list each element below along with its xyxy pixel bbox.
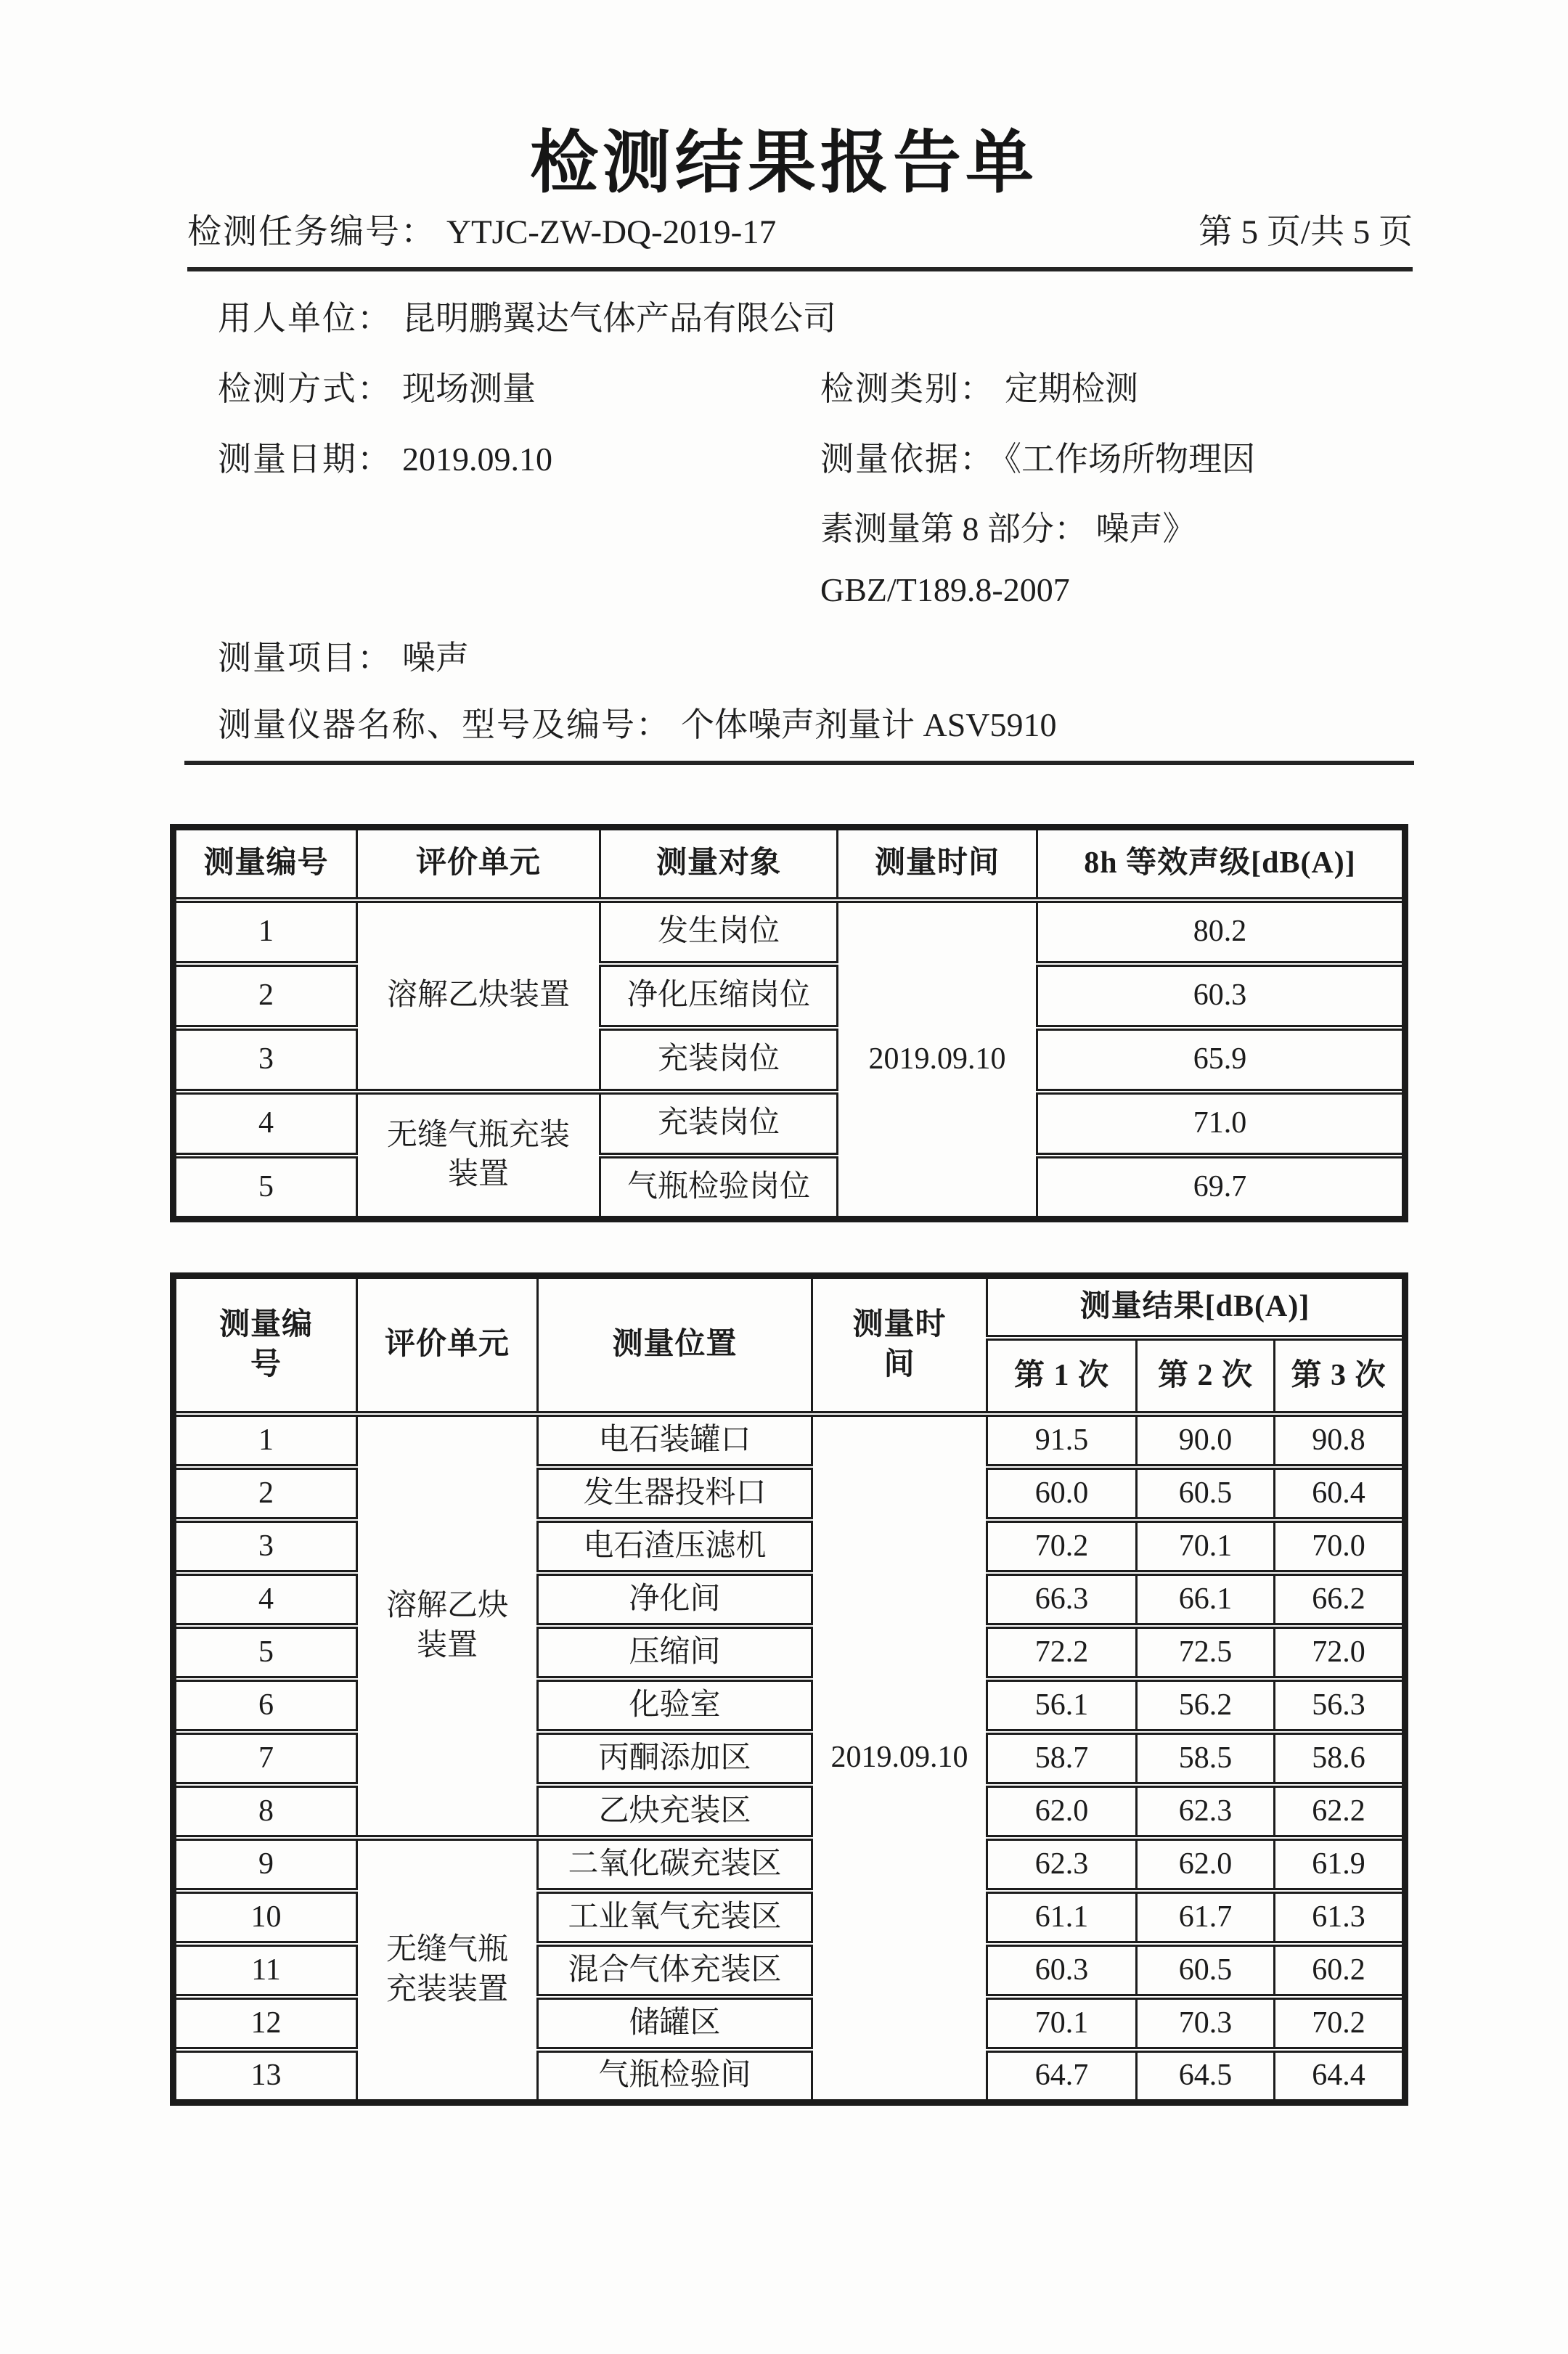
- trial3-cell: 90.8: [1275, 1414, 1405, 1467]
- trial1-cell: 58.7: [987, 1732, 1137, 1785]
- trial3-cell: 60.4: [1275, 1467, 1405, 1520]
- summary-header-level: 8h 等效声级[dB(A)]: [1037, 827, 1405, 900]
- top-divider: [187, 267, 1413, 271]
- row-no: 2: [173, 964, 357, 1028]
- level-cell: 71.0: [1037, 1092, 1405, 1156]
- results-header-no: 测量编号: [173, 1276, 357, 1414]
- task-number-value: YTJC-ZW-DQ-2019-17: [446, 213, 777, 251]
- results-header-trial2: 第 2 次: [1137, 1338, 1275, 1414]
- trial2-cell: 60.5: [1137, 1467, 1275, 1520]
- trial2-cell: 70.1: [1137, 1520, 1275, 1573]
- location-cell: 混合气体充装区: [538, 1944, 812, 1997]
- time-cell: 2019.09.10: [838, 900, 1037, 1219]
- row-no: 13: [173, 2050, 357, 2103]
- level-cell: 60.3: [1037, 964, 1405, 1028]
- row-no: 7: [173, 1732, 357, 1785]
- location-cell: 气瓶检验间: [538, 2050, 812, 2103]
- results-table: [170, 1272, 1408, 2106]
- results-row: [173, 1414, 1405, 1467]
- trial1-cell: 61.1: [987, 1891, 1137, 1944]
- trial3-cell: 70.0: [1275, 1520, 1405, 1573]
- summary-table-header-row: [173, 827, 1405, 900]
- trial3-cell: 61.3: [1275, 1891, 1405, 1944]
- trial1-cell: 60.3: [987, 1944, 1137, 1997]
- summary-header-target: 测量对象: [600, 827, 838, 900]
- project-line: [218, 632, 469, 679]
- location-cell: 乙炔充装区: [538, 1785, 812, 1838]
- task-number-group: [187, 205, 776, 253]
- trial3-cell: 62.2: [1275, 1785, 1405, 1838]
- employer-value: 昆明鹏翼达气体产品有限公司: [402, 300, 836, 337]
- row-no: 3: [173, 1520, 357, 1573]
- trial2-cell: 90.0: [1137, 1414, 1275, 1467]
- trial2-cell: 62.0: [1137, 1838, 1275, 1891]
- location-cell: 丙酮添加区: [538, 1732, 812, 1785]
- basis-value-2: 素测量第 8 部分： 噪声》: [820, 510, 1196, 547]
- row-no: 4: [173, 1092, 357, 1156]
- mid-divider: [184, 761, 1414, 765]
- location-cell: 工业氧气充装区: [538, 1891, 812, 1944]
- trial2-cell: 72.5: [1137, 1626, 1275, 1679]
- location-cell: 储罐区: [538, 1997, 812, 2050]
- results-header-group: 测量结果[dB(A)]: [987, 1276, 1405, 1338]
- summary-header-no: 测量编号: [173, 827, 357, 900]
- row-no: 8: [173, 1785, 357, 1838]
- basis-value-3: GBZ/T189.8-2007: [820, 571, 1070, 608]
- trial1-cell: 70.1: [987, 1997, 1137, 2050]
- trial3-cell: 60.2: [1275, 1944, 1405, 1997]
- category-label: 检测类别：: [820, 370, 995, 407]
- unit-cell: 无缝气瓶充装装置: [357, 1092, 600, 1219]
- employer-line: [218, 292, 836, 340]
- trial3-cell: 66.2: [1275, 1573, 1405, 1626]
- measure-date-value: 2019.09.10: [402, 441, 552, 478]
- trial3-cell: 61.9: [1275, 1838, 1405, 1891]
- trial2-cell: 58.5: [1137, 1732, 1275, 1785]
- trial2-cell: 62.3: [1137, 1785, 1275, 1838]
- measure-date-label: 测量日期：: [218, 441, 392, 478]
- task-number-label: 检测任务编号：: [187, 213, 436, 251]
- target-cell: 充装岗位: [600, 1092, 838, 1156]
- page-indicator: 第 5 页/共 5 页: [1198, 213, 1413, 251]
- location-cell: 电石装罐口: [538, 1414, 812, 1467]
- basis-value-1: 《工作场所物理因: [1005, 441, 1255, 478]
- instrument-label: 测量仪器名称、型号及编号：: [218, 706, 671, 743]
- method-label: 检测方式：: [218, 370, 392, 407]
- level-cell: 80.2: [1037, 900, 1405, 964]
- target-cell: 气瓶检验岗位: [600, 1156, 838, 1219]
- results-header-unit: 评价单元: [357, 1276, 538, 1414]
- location-cell: 电石渣压滤机: [538, 1520, 812, 1573]
- trial1-cell: 62.3: [987, 1838, 1137, 1891]
- trial2-cell: 66.1: [1137, 1573, 1275, 1626]
- instrument-line: [218, 698, 1057, 746]
- location-cell: 净化间: [538, 1573, 812, 1626]
- task-number-line: [187, 205, 1413, 253]
- category-line: [820, 362, 1138, 410]
- summary-row: [173, 1092, 1405, 1156]
- trial2-cell: 60.5: [1137, 1944, 1275, 1997]
- target-cell: 发生岗位: [600, 900, 838, 964]
- trial2-cell: 61.7: [1137, 1891, 1275, 1944]
- report-title: 检测结果报告单: [529, 126, 1038, 201]
- location-cell: 二氧化碳充装区: [538, 1838, 812, 1891]
- location-cell: 压缩间: [538, 1626, 812, 1679]
- level-cell: 65.9: [1037, 1028, 1405, 1092]
- results-header-location: 测量位置: [538, 1276, 812, 1414]
- row-no: 4: [173, 1573, 357, 1626]
- method-line: [218, 362, 536, 410]
- unit-cell: 溶解乙炔装置: [357, 900, 600, 1092]
- basis-line-1: [820, 433, 1255, 481]
- row-no: 5: [173, 1156, 357, 1219]
- location-cell: 化验室: [538, 1679, 812, 1732]
- trial1-cell: 72.2: [987, 1626, 1137, 1679]
- trial1-cell: 70.2: [987, 1520, 1137, 1573]
- row-no: 12: [173, 1997, 357, 2050]
- target-cell: 充装岗位: [600, 1028, 838, 1092]
- row-no: 6: [173, 1679, 357, 1732]
- project-value: 噪声: [402, 639, 469, 677]
- results-header-trial3: 第 3 次: [1275, 1338, 1405, 1414]
- level-cell: 69.7: [1037, 1156, 1405, 1219]
- basis-line-3: [820, 571, 1070, 609]
- row-no: 5: [173, 1626, 357, 1679]
- time-cell: 2019.09.10: [812, 1414, 987, 2103]
- category-value: 定期检测: [1005, 370, 1138, 407]
- instrument-value: 个体噪声剂量计 ASV5910: [681, 706, 1057, 743]
- row-no: 11: [173, 1944, 357, 1997]
- summary-header-time: 测量时间: [838, 827, 1037, 900]
- basis-line-2: [820, 502, 1196, 550]
- results-header-time: 测量时间: [812, 1276, 987, 1414]
- measure-date-line: [218, 433, 552, 481]
- row-no: 2: [173, 1467, 357, 1520]
- summary-row: [173, 900, 1405, 964]
- summary-table: [170, 824, 1408, 1222]
- trial2-cell: 70.3: [1137, 1997, 1275, 2050]
- row-no: 10: [173, 1891, 357, 1944]
- unit-cell: 无缝气瓶充装装置: [357, 1838, 538, 2103]
- project-label: 测量项目：: [218, 639, 392, 677]
- trial3-cell: 56.3: [1275, 1679, 1405, 1732]
- trial3-cell: 72.0: [1275, 1626, 1405, 1679]
- employer-label: 用人单位：: [218, 300, 392, 337]
- results-header-trial1: 第 1 次: [987, 1338, 1137, 1414]
- trial1-cell: 91.5: [987, 1414, 1137, 1467]
- row-no: 3: [173, 1028, 357, 1092]
- basis-label: 测量依据：: [820, 441, 995, 478]
- method-value: 现场测量: [402, 370, 536, 407]
- trial1-cell: 66.3: [987, 1573, 1137, 1626]
- trial1-cell: 62.0: [987, 1785, 1137, 1838]
- summary-header-unit: 评价单元: [357, 827, 600, 900]
- row-no: 1: [173, 1414, 357, 1467]
- trial1-cell: 64.7: [987, 2050, 1137, 2103]
- trial3-cell: 58.6: [1275, 1732, 1405, 1785]
- trial1-cell: 56.1: [987, 1679, 1137, 1732]
- trial3-cell: 64.4: [1275, 2050, 1405, 2103]
- trial1-cell: 60.0: [987, 1467, 1137, 1520]
- results-row: [173, 1838, 1405, 1891]
- location-cell: 发生器投料口: [538, 1467, 812, 1520]
- trial2-cell: 56.2: [1137, 1679, 1275, 1732]
- results-table-header-row-1: [173, 1276, 1405, 1338]
- trial3-cell: 70.2: [1275, 1997, 1405, 2050]
- row-no: 1: [173, 900, 357, 964]
- trial2-cell: 64.5: [1137, 2050, 1275, 2103]
- unit-cell: 溶解乙炔装置: [357, 1414, 538, 1838]
- target-cell: 净化压缩岗位: [600, 964, 838, 1028]
- row-no: 9: [173, 1838, 357, 1891]
